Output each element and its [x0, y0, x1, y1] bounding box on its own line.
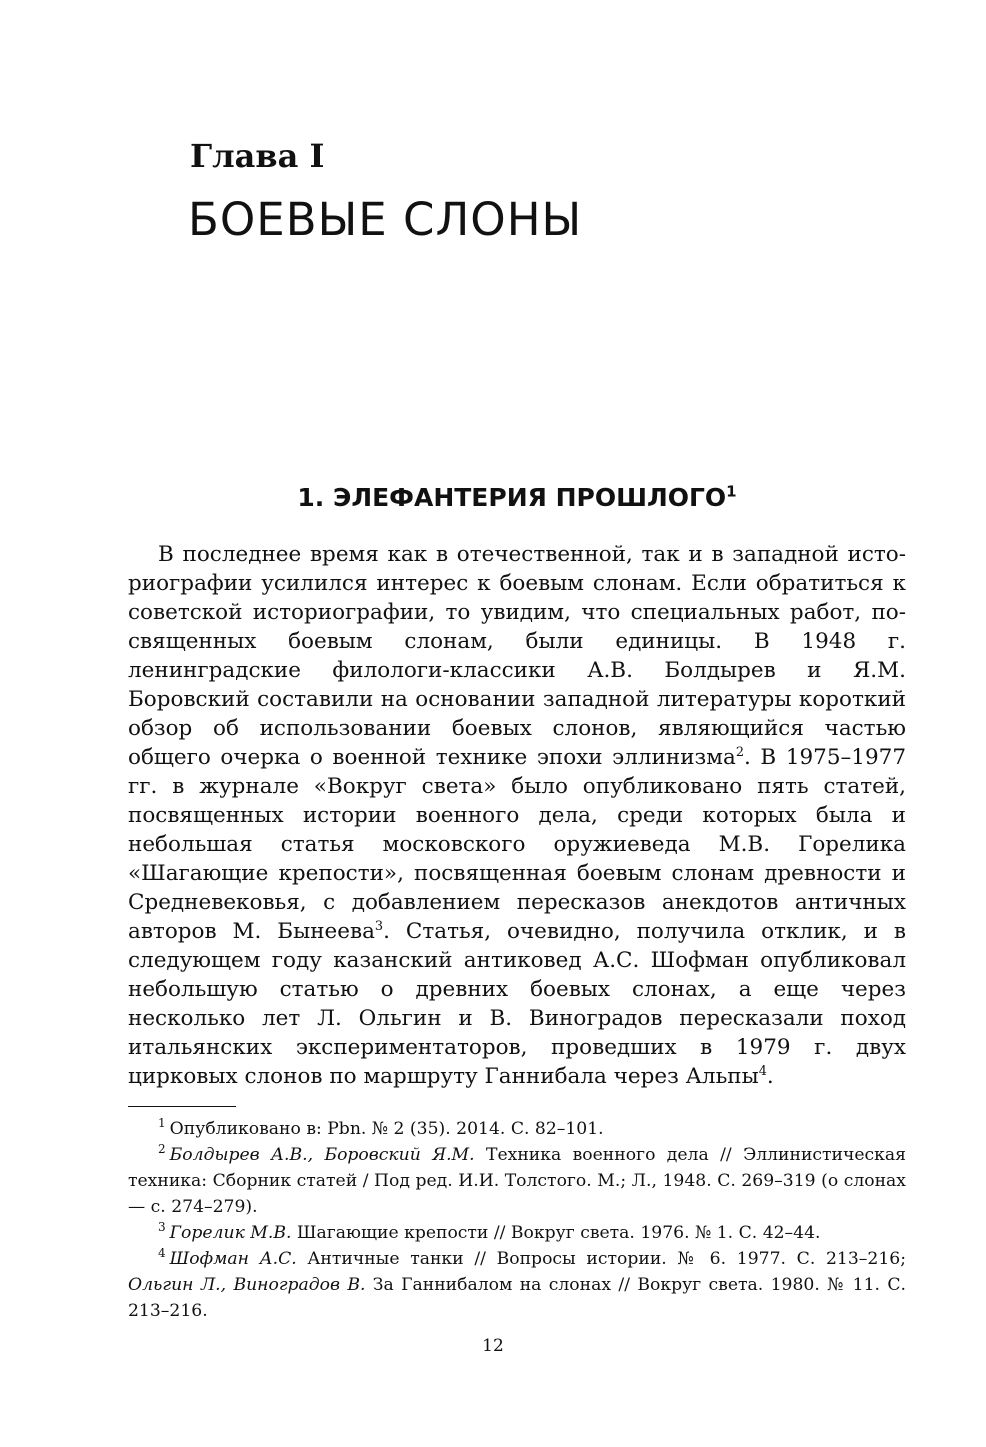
footnote-author: Болдырев А.В., Боровский Я.М.	[169, 1145, 475, 1165]
body-text-part-1: В последнее время как в отечественной, так и в западной историографии усилился интерес к боевым слонам. Если обратиться к советской историографии, то увидим, что специальных работ, посвященных боевым слонам, были единицы. В 1948 г. ленинградские филологи-классики А.В. Болдырев и Я.М. Боровский составили на основании западной литературы короткий обзор об использовании боевых слонов, являющийся частью общего очерка о военной технике эпохи эллинизма	[128, 542, 906, 770]
footnote-ref-3: 3	[374, 918, 384, 934]
footnote-separator	[128, 1106, 236, 1107]
footnote-author: Горелик М.В.	[169, 1223, 292, 1243]
footnote-number: 3	[158, 1220, 166, 1235]
footnote-1	[128, 1116, 906, 1142]
footnote-2	[128, 1142, 906, 1220]
body-text-part-4: .	[766, 1064, 774, 1089]
footnotes	[128, 1116, 906, 1324]
footnote-author-2: Ольгин Л., Виноградов В.	[128, 1275, 366, 1295]
footnote-3	[128, 1220, 906, 1246]
footnote-number: 2	[158, 1142, 166, 1157]
footnote-text: Опубликовано в: Pbn. № 2 (35). 2014. С. 82–101.	[169, 1119, 604, 1139]
footnote-text: Техника военного дела // Эллинистическая техника: Сборник статей / Под ред. И.И. Толстого. М.; Л., 1948. С. 269–319 (о слонах — с. 274–279).	[128, 1145, 907, 1217]
footnote-4	[128, 1246, 906, 1324]
section-heading-text: 1. ЭЛЕФАНТЕРИЯ ПРОШЛОГО	[297, 483, 727, 512]
body-paragraph	[128, 540, 906, 1091]
footnote-text-2: За Ганнибалом на слонах // Вокруг света. 1980. № 11. С. 213–216.	[128, 1275, 906, 1321]
footnote-ref-1: 1	[726, 482, 737, 501]
chapter-label: Глава I	[190, 137, 325, 175]
footnote-ref-2: 2	[735, 744, 745, 760]
footnote-text: Античные танки // Вопросы истории. № 6. 1977. С. 213–216;	[296, 1249, 906, 1269]
chapter-title: БОЕВЫЕ СЛОНЫ	[188, 193, 583, 246]
footnote-ref-4: 4	[758, 1063, 767, 1079]
footnote-author: Шофман А.С.	[169, 1249, 297, 1269]
body-text-part-3: . Статья, очевидно, получила отклик, и в следующем году казанский антиковед А.С. Шофман опубликовал небольшую статью о древних боевых слонах, а еще через несколько лет Л. Ольгин и В. Виноградов пересказали поход итальянских экспериментаторов, проведших в 1979 г. двух цирковых слонов по маршруту Ганнибала через Альпы	[128, 919, 907, 1089]
section-heading	[128, 480, 906, 516]
footnote-number: 1	[158, 1116, 166, 1131]
footnote-text: Шагающие крепости // Вокруг света. 1976. № 1. С. 42–44.	[291, 1223, 821, 1243]
footnote-number: 4	[158, 1246, 166, 1261]
body-text-part-2: . В 1975–1977 гг. в журнале «Вокруг света» было опубликовано пять статей, посвященных истории военного дела, среди которых была и небольшая статья московского оружиеведа М.В. Горелика «Шагающие крепости», посвященная боевым слонам древности и Средневековья, с добавлением пересказов анекдотов античных авторов М. Бынеева	[128, 745, 906, 944]
page-number: 12	[482, 1336, 504, 1356]
